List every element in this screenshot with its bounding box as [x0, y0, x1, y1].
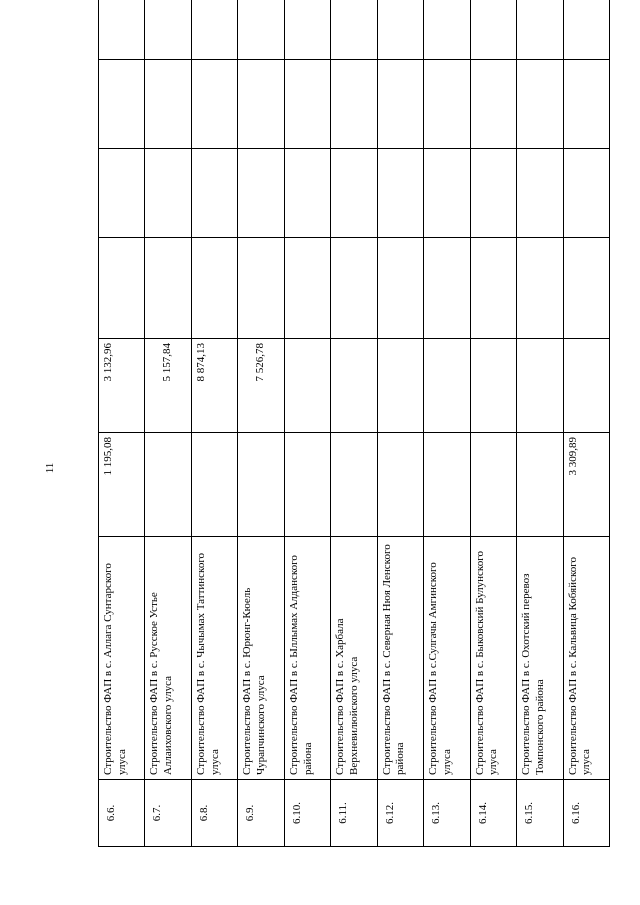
- row-number: 6.15.: [517, 780, 563, 847]
- empty-cell: [145, 238, 191, 339]
- budget-table: [98, 0, 610, 847]
- empty-cell: [284, 149, 330, 238]
- row-value-2: [470, 339, 516, 433]
- empty-cell: [238, 0, 284, 60]
- row-value-2: 3 132,96: [99, 339, 145, 433]
- empty-cell: [377, 238, 423, 339]
- row-value-1: [284, 433, 330, 537]
- row-number: 6.14.: [470, 780, 516, 847]
- row-value-2: 5 157,84: [145, 339, 191, 433]
- empty-cell: [331, 0, 377, 60]
- empty-cell: [99, 238, 145, 339]
- row-value-1: [238, 433, 284, 537]
- row-number: 6.10.: [284, 780, 330, 847]
- empty-cell: [238, 238, 284, 339]
- row-name: Строительство ФАП в с. Аллага Сунтарского улуса: [99, 537, 145, 780]
- row-value-1: [470, 433, 516, 537]
- empty-cell: [331, 60, 377, 149]
- empty-cell: [517, 60, 563, 149]
- row-number: 6.7.: [145, 780, 191, 847]
- table-row: [191, 0, 237, 847]
- table-row: [470, 0, 516, 847]
- row-name: Строительство ФАП в с. Харбала Верхневилюйского улуса: [331, 537, 377, 780]
- empty-cell: [145, 60, 191, 149]
- row-value-2: 7 526,78: [238, 339, 284, 433]
- empty-cell: [424, 0, 470, 60]
- row-value-2: [331, 339, 377, 433]
- empty-cell: [424, 238, 470, 339]
- empty-cell: [238, 149, 284, 238]
- empty-cell: [517, 149, 563, 238]
- empty-cell: [284, 238, 330, 339]
- row-value-1: [517, 433, 563, 537]
- empty-cell: [563, 0, 609, 60]
- row-value-2: [517, 339, 563, 433]
- empty-cell: [517, 238, 563, 339]
- empty-cell: [145, 149, 191, 238]
- empty-cell: [377, 0, 423, 60]
- table-row: [424, 0, 470, 847]
- row-name: Строительство ФАП в с. Быковский Булунского улуса: [470, 537, 516, 780]
- row-value-2: 8 874,13: [191, 339, 237, 433]
- row-name: Строительство ФАП в с. Юрюнг-Кюель Чурапчинского улуса: [238, 537, 284, 780]
- row-number: 6.9.: [238, 780, 284, 847]
- row-number: 6.11.: [331, 780, 377, 847]
- empty-cell: [470, 149, 516, 238]
- row-name: Строительство ФАП в с. Охотский перевоз Томпонского района: [517, 537, 563, 780]
- empty-cell: [470, 0, 516, 60]
- row-value-1: [424, 433, 470, 537]
- empty-cell: [284, 0, 330, 60]
- row-number: 6.13.: [424, 780, 470, 847]
- empty-cell: [191, 149, 237, 238]
- table-row: [331, 0, 377, 847]
- empty-cell: [331, 149, 377, 238]
- empty-cell: [377, 60, 423, 149]
- empty-cell: [517, 0, 563, 60]
- row-value-2: [377, 339, 423, 433]
- row-name: Строительство ФАП в с. Ыллымах Алданского района: [284, 537, 330, 780]
- row-number: 6.6.: [99, 780, 145, 847]
- table-row: [238, 0, 284, 847]
- empty-cell: [99, 0, 145, 60]
- empty-cell: [563, 60, 609, 149]
- empty-cell: [424, 60, 470, 149]
- row-value-1: [331, 433, 377, 537]
- row-number: 6.16.: [563, 780, 609, 847]
- empty-cell: [191, 0, 237, 60]
- empty-cell: [563, 238, 609, 339]
- table-row: [284, 0, 330, 847]
- empty-cell: [563, 149, 609, 238]
- row-value-1: [145, 433, 191, 537]
- empty-cell: [191, 60, 237, 149]
- row-value-1: 1 195,08: [99, 433, 145, 537]
- table-row: [145, 0, 191, 847]
- row-value-2: [563, 339, 609, 433]
- empty-cell: [145, 0, 191, 60]
- table-container: [98, 32, 610, 847]
- empty-cell: [99, 149, 145, 238]
- table-row: [377, 0, 423, 847]
- empty-cell: [424, 149, 470, 238]
- row-value-2: [284, 339, 330, 433]
- rotated-table: [98, 32, 610, 847]
- table-row: [517, 0, 563, 847]
- empty-cell: [99, 60, 145, 149]
- row-value-1: [191, 433, 237, 537]
- row-name: Строительство ФАП в с. Русское Устье Аллаиховского улуса: [145, 537, 191, 780]
- empty-cell: [331, 238, 377, 339]
- row-number: 6.12.: [377, 780, 423, 847]
- row-value-1: 3 309,89: [563, 433, 609, 537]
- empty-cell: [377, 149, 423, 238]
- row-name: Строительство ФАП в с. Кальвица Кобяйского улуса: [563, 537, 609, 780]
- page-number: 11: [44, 462, 56, 474]
- table-row: [563, 0, 609, 847]
- row-value-1: [377, 433, 423, 537]
- row-number: 6.8.: [191, 780, 237, 847]
- row-value-2: [424, 339, 470, 433]
- table-row: [99, 0, 145, 847]
- row-name: Строительство ФАП в с. Чычымах Таттинского улуса: [191, 537, 237, 780]
- empty-cell: [238, 60, 284, 149]
- row-name: Строительство ФАП в с.Сулгачы Амгинского улуса: [424, 537, 470, 780]
- empty-cell: [470, 238, 516, 339]
- empty-cell: [191, 238, 237, 339]
- empty-cell: [470, 60, 516, 149]
- empty-cell: [284, 60, 330, 149]
- row-name: Строительство ФАП в с. Северная Нюя Ленского района: [377, 537, 423, 780]
